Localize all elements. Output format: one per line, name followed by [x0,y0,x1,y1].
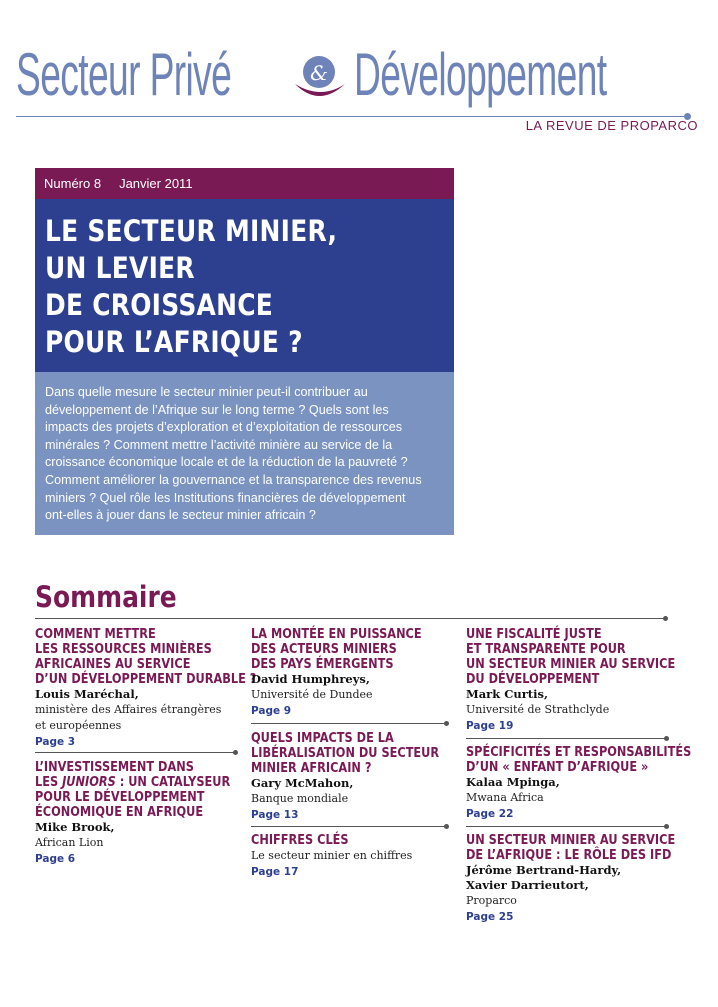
toc-entry-affiliation: ministère des Affaires étrangères [35,703,222,716]
toc-entry[interactable] [466,744,692,822]
masthead-title-right: Développement [354,41,607,108]
toc-entry-title: LA MONTÉE EN PUISSANCE DES ACTEURS MINIERS DES PAYS ÉMERGENTS [251,626,422,672]
sommaire-rule-dot [663,616,668,621]
toc-entry[interactable] [466,627,676,734]
toc-entry-page-link[interactable]: Page 25 [466,911,514,923]
issue-intro [35,372,454,535]
toc-entry[interactable] [251,833,461,880]
sommaire-rule [35,618,665,619]
toc-entry-page-link[interactable]: Page 6 [35,853,76,865]
separator-rule [251,826,446,827]
toc-entry-author: Jérôme Bertrand-Hardy, [466,863,622,877]
toc-entry[interactable] [35,626,257,750]
issue-number: Numéro 8 [44,176,102,191]
separator-rule-dot [444,721,449,726]
toc-entry-title: CHIFFRES CLÉS [251,832,349,848]
masthead [16,40,698,133]
masthead-rule [16,116,686,117]
issue-title-line: DE CROISSANCE [45,288,274,322]
logo-letter: & [310,61,328,85]
intro-line: miniers ? Quel rôle les Institutions financières de développement [45,490,406,505]
intro-line: développement de l’Afrique sur le long terme ? Quels sont les [45,402,389,417]
toc-entry-affiliation: Université de Strathclyde [466,703,610,716]
intro-line: Comment améliorer la gouvernance et la transparence des revenus [45,472,422,487]
toc-entry-page-link[interactable]: Page 19 [466,720,514,732]
ampersand-logo-icon [291,50,347,106]
toc-entry-author: Mark Curtis, [466,687,548,701]
toc-entry-author: Kalaa Mpinga, [466,775,560,789]
separator-rule [466,738,666,739]
toc-entry-affiliation: Banque mondiale [251,792,349,805]
toc-entry-affiliation: Mwana Africa [466,791,544,804]
toc-entry-author: Louis Maréchal, [35,687,139,701]
separator-rule-dot [233,750,238,755]
toc-entry-page-link[interactable]: Page 3 [35,736,76,748]
issue-title [35,199,454,372]
separator-rule-dot [664,824,669,829]
toc-entry-affiliation: Université de Dundee [251,688,373,701]
issue-bar [35,168,454,199]
toc-entry-author: David Humphreys, [251,672,370,686]
intro-line: croissance économique locale et de la réduction de la pauvreté ? [45,455,408,470]
intro-line: minérales ? Comment mettre l’activité minière au service de la [45,437,393,452]
masthead-subtitle: LA REVUE DE PROPARCO [525,118,698,133]
intro-line: Dans quelle mesure le secteur minier peut-il contribuer au [45,385,368,399]
toc-entry-page-link[interactable]: Page 9 [251,705,292,717]
toc-entry-affiliation: Le secteur minier en chiffres [251,849,413,862]
toc-entry[interactable] [251,731,461,823]
separator-rule [35,752,235,753]
toc-entry-title: L’INVESTISSEMENT DANS LES JUNIORS : UN CATALYSEUR POUR LE DÉVELOPPEMENT ÉCONOMIQUE EN AFRIQUE [35,759,231,820]
separator-rule [466,826,666,827]
toc-entry[interactable] [466,833,676,925]
masthead-title-left: Secteur Privé [16,41,232,108]
toc-entry-page-link[interactable]: Page 17 [251,866,299,878]
separator-rule [251,723,446,724]
toc-entry-title: UN SECTEUR MINIER AU SERVICE DE L’AFRIQUE : LE RÔLE DES IFD [466,832,676,863]
toc-entry-page-link[interactable]: Page 13 [251,809,299,821]
toc-entry-title: UNE FISCALITÉ JUSTE ET TRANSPARENTE POUR UN SECTEUR MINIER AU SERVICE DU DÉVELOPPEMENT [466,626,676,687]
toc-entry-affiliation: et européennes [35,719,122,732]
intro-line: impacts des projets d’exploration et d’exploitation de ressources [45,420,403,435]
issue-title-line: UN LEVIER [45,251,195,285]
issue-title-line: POUR L’AFRIQUE ? [45,325,303,359]
separator-rule-dot [664,736,669,741]
toc-entry-author: Xavier Darrieutort, [466,878,589,892]
toc-entry-affiliation: African Lion [35,836,104,849]
issue-title-line: LE SECTEUR MINIER, [45,214,338,248]
toc-entry-affiliation: Proparco [466,894,517,907]
toc-entry-title: QUELS IMPACTS DE LA LIBÉRALISATION DU SECTEUR MINIER AFRICAIN ? [251,730,440,776]
toc-entry-page-link[interactable]: Page 22 [466,808,514,820]
intro-line: ont-elles à jouer dans le secteur minier africain ? [45,508,316,523]
toc-entry-title: SPÉCIFICITÉS ET RESPONSABILITÉS D’UN « ENFANT D’AFRIQUE » [466,744,692,775]
issue-date: Janvier 2011 [119,176,193,191]
sommaire-heading: Sommaire [35,580,177,614]
toc-entry[interactable] [35,760,245,867]
toc-entry[interactable] [251,627,461,719]
toc-entry-author: Gary McMahon, [251,776,354,790]
toc-entry-title: COMMENT METTRE LES RESSOURCES MINIÈRES AFRICAINES AU SERVICE D’UN DÉVELOPPEMENT DURABLE ? [35,626,257,687]
toc-entry-author: Mike Brook, [35,820,115,834]
separator-rule-dot [444,824,449,829]
